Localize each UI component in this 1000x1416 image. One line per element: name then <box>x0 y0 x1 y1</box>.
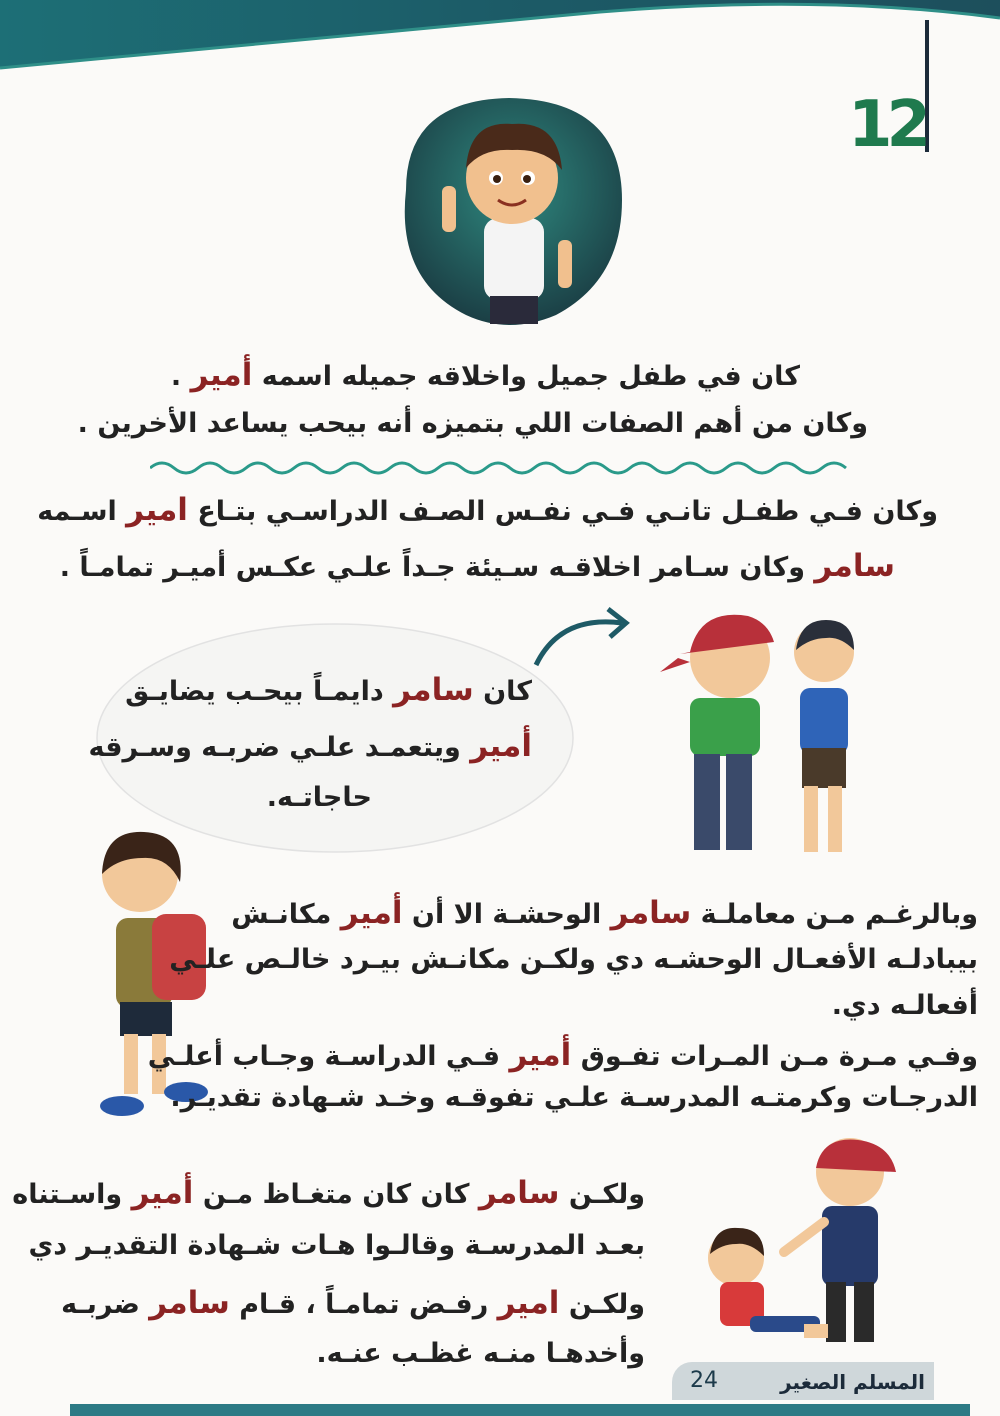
name-amir: أمير <box>470 728 532 764</box>
para4-line-1 <box>148 1037 978 1073</box>
para5-line-4: وأخدهـا منـه غظـب عنـه. <box>316 1338 645 1369</box>
para3-text: وبالرغـم مـن معاملـة <box>700 899 978 930</box>
name-amir: امير <box>497 1285 560 1321</box>
boy-portrait-illustration <box>386 90 632 330</box>
intro-text: كان في طفل جميل واخلاقه جميله اسمه <box>261 361 800 392</box>
para2-line-1 <box>37 492 938 528</box>
para3-line-1 <box>231 895 978 931</box>
name-samer: سامر <box>393 672 474 708</box>
para5-line-1 <box>12 1175 645 1211</box>
intro-line-1 <box>171 357 800 393</box>
header-wave <box>0 0 1000 80</box>
name-samer: سامر <box>149 1285 230 1321</box>
wavy-divider <box>150 458 850 478</box>
footer-page-number: 24 <box>690 1368 718 1393</box>
name-samer: سامر <box>478 1175 560 1211</box>
bubble-text-end: دايمـاً بيحـب يضايـق <box>125 676 384 707</box>
name-amir: أمير <box>190 357 253 393</box>
footer-book-title: المسلم الصغير <box>780 1370 925 1394</box>
bubble-text: كان <box>483 676 532 707</box>
page-number-divider <box>925 20 929 152</box>
para5-line-3 <box>61 1285 645 1321</box>
para5-text: ولكـن <box>568 1179 645 1210</box>
para2-text-end: اسـمه <box>37 496 117 527</box>
para5-line-2: بعـد المدرسـة وقالـوا هـات شـهادة التقديـر دي <box>28 1230 645 1261</box>
para4-text-end: فـي الدراسـة وجـاب أعلـي <box>147 1041 501 1072</box>
bubble-text-2: ويتعمـد علـي ضربـه وسـرقه <box>88 732 461 763</box>
para5-text-3: ولكـن <box>568 1289 645 1320</box>
curved-arrow-icon <box>530 595 640 675</box>
para2-line-2 <box>60 548 895 584</box>
page-number: 12 <box>848 88 926 162</box>
para5-text-end: واسـتناه <box>12 1179 123 1210</box>
name-amir: أمير <box>340 895 403 931</box>
para5-text-mid: كان كان متغـاظ مـن <box>202 1179 470 1210</box>
para5-text-3-end: ضربـه <box>61 1289 140 1320</box>
para2-text: وكان فـي طفـل تانـي فـي نفـس الصـف الدراسـي بتـاع <box>197 496 938 527</box>
para3-line-3: أفعالـه دي. <box>831 990 978 1021</box>
para5-text-3-mid: رفـض تمامـاً ، قـام <box>239 1289 489 1320</box>
footer-bar <box>70 1404 970 1416</box>
bully-scene-illustration <box>700 1132 912 1360</box>
para3-text-mid: الوحشـة الا أن <box>411 899 602 930</box>
para4-text: وفـي مـرة مـن المـرات تفـوق <box>580 1041 978 1072</box>
intro-end: . <box>170 361 182 392</box>
name-amir: امير <box>126 492 188 528</box>
name-samer: سامر <box>814 548 895 584</box>
bubble-line-1 <box>125 672 532 708</box>
name-amir: أمير <box>509 1037 572 1073</box>
name-amir: أمير <box>131 1175 194 1211</box>
para2-text-2: وكان سـامر اخلاقـه سـيئة جـداً علـي عكـس أميـر تمامـاً . <box>59 552 805 583</box>
para3-line-2: بيبادلـه الأفعـال الوحشـه دي ولكـن مكانـش بيـرد خالـص علـي <box>169 944 978 975</box>
bubble-line-3: حاجاتـه. <box>266 782 372 813</box>
two-boys-illustration <box>650 598 870 870</box>
para3-text-end: مكانـش <box>231 899 332 930</box>
intro-line-2: وكان من أهم الصفات اللي بتميزه أنه بيحب يساعد الأخرين . <box>77 408 868 439</box>
para4-line-2: الدرجـات وكرمتـه المدرسـة علـي تفوقـه وخـد شـهادة تقديـر. <box>170 1082 978 1113</box>
name-samer: سامر <box>610 895 692 931</box>
bubble-line-2 <box>88 728 532 764</box>
